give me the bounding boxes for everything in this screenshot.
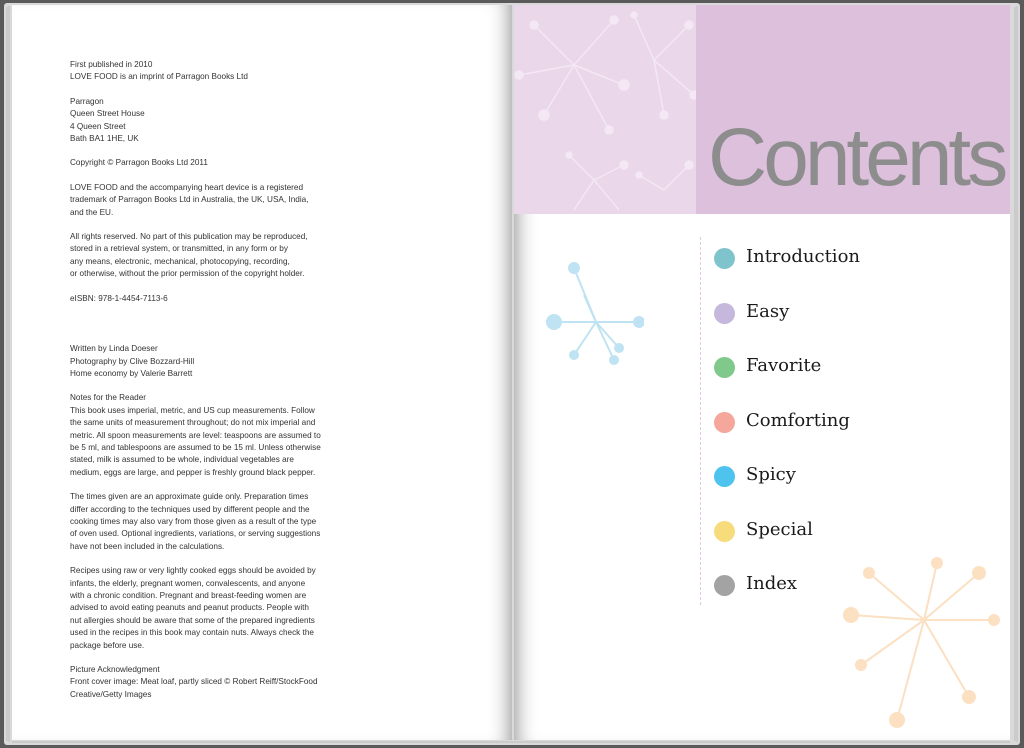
toc-item-comforting[interactable] [714,409,860,464]
timing-notes: The times given are an approximate guide only. Preparation times differ according to the techniques used by different people and the cooking times may also vary from those given as a result of the type of oven used. Optional ingredients, variations, or serving suggestions have not been included in the calculations. [70,492,321,551]
toc-label: Special [746,518,813,540]
toc-label: Favorite [746,355,822,376]
rights-notice: All rights reserved. No part of this publication may be reproduced, stored in a retrieval system, or transmitted, in any form or by any means, electronic, mechanical, photocopying, recording, or otherwise, without the prior permission of the copyright holder. [70,232,308,279]
toc-item-favorite[interactable] [714,354,860,409]
toc-label: Introduction [746,246,860,267]
toc-label: Easy [746,300,790,322]
toc-divider [700,237,701,605]
publication-info: First published in 2010 LOVE FOOD is an imprint of Parragon Books Ltd [70,60,248,82]
isbn: eISBN: 978-1-4454-7113-6 [70,293,168,303]
page-title: Contents [708,112,1005,203]
starburst-header-icon [514,5,696,214]
reader-notes: Notes for the Reader This book uses imperial, metric, and US cup measurements. Follow the same units of measurement throughout; do not mix imperial and metric. All spoon measurements are level: teaspoons are assumed to be 5 ml, and tablespoons are assumed to be 15 ml. Unless otherwise stated, milk is assumed to be whole, individual vegetables are medium, eggs are large, and pepper is freshly ground black pepper. [70,393,321,477]
publisher-address: Parragon Queen Street House 4 Queen Street Bath BA1 1HE, UK [70,96,145,144]
toc-label: Index [746,573,798,594]
allergy-notes: Recipes using raw or very lightly cooked eggs should be avoided by infants, the elderly, pregnant women, convalescents, and anyone with a chronic condition. Pregnant and breast-feeding women are advised to avoid eating peanuts and peanut products. People with nut allergies should be aware that some of the prepared ingredients used in the recipes in this book may contain nuts. Always check the package before use. [70,566,316,650]
copyright-text [70,59,342,713]
toc-label: Spicy [746,464,796,485]
table-of-contents [714,245,860,627]
bullet-dot [714,412,735,433]
toc-item-index[interactable] [714,572,860,627]
contents-page [514,5,1010,740]
bullet-dot [714,521,735,542]
starburst-peach-icon [839,555,1009,735]
bullet-dot [714,357,735,378]
bullet-dot [714,248,735,269]
open-book [4,3,1020,745]
bullet-dot [714,575,735,596]
toc-item-introduction[interactable] [714,245,860,300]
starburst-blue-icon [544,260,644,370]
bullet-dot [714,303,735,324]
bullet-dot [714,466,735,487]
toc-label: Comforting [746,409,850,431]
toc-item-special[interactable] [714,518,860,573]
copyright-line: Copyright © Parragon Books Ltd 2011 [70,158,208,168]
copyright-page [12,5,512,740]
picture-acknowledgment: Picture Acknowledgment Front cover image: Meat loaf, partly sliced © Robert Reiff/StockFood Creative/Getty Images [70,665,318,699]
toc-item-easy[interactable] [714,300,860,355]
credits: Written by Linda Doeser Photography by Clive Bozzard-Hill Home economy by Valerie Barrett [70,344,195,378]
toc-item-spicy[interactable] [714,463,860,518]
trademark-notice: LOVE FOOD and the accompanying heart device is a registered trademark of Parragon Books Ltd in Australia, the UK, USA, India, and the EU. [70,182,309,217]
